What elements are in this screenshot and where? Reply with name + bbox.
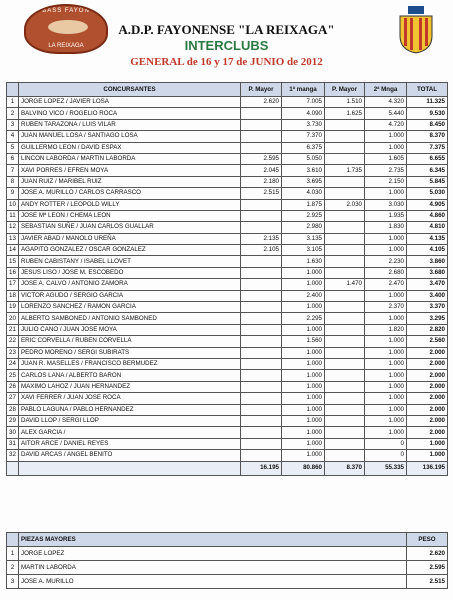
- pieza-mayor-2: [325, 222, 365, 233]
- row-number: 13: [7, 233, 19, 244]
- manga-1: 1.000: [282, 415, 325, 426]
- manga-2: 1.000: [365, 233, 407, 244]
- logo-top-text: BASS FAYON: [42, 8, 90, 14]
- manga-1: 1.000: [282, 450, 325, 461]
- pieza-mayor-2: 1.625: [325, 108, 365, 119]
- total: 6.655: [407, 153, 448, 164]
- pieza-mayor-2: [325, 302, 365, 313]
- competitor-names: JUAN MANUEL LOSA / SANTIAGO LOSA: [19, 131, 241, 142]
- row-number: 24: [7, 358, 19, 369]
- competitor-names: GUILLERMO LEON / DAVID ESPAX: [19, 142, 241, 153]
- manga-2: 1.830: [365, 222, 407, 233]
- row-number: 2: [7, 108, 19, 119]
- row-number: 6: [7, 153, 19, 164]
- table-row: [7, 165, 448, 176]
- manga-1: 3.730: [282, 119, 325, 130]
- table-row: [7, 450, 448, 461]
- pieza-mayor-1: [241, 370, 282, 381]
- table-body: [7, 97, 448, 462]
- row-number: 9: [7, 188, 19, 199]
- table-row: [7, 358, 448, 369]
- subtitle: GENERAL de 16 y 17 de JUNIO de 2012: [130, 56, 323, 68]
- total: 6.345: [407, 165, 448, 176]
- manga-2: 0: [365, 450, 407, 461]
- total: 4.810: [407, 222, 448, 233]
- manga-2: 2.230: [365, 256, 407, 267]
- table-row: [7, 302, 448, 313]
- competitor-names: JUAN R. MASELLES / FRANCISCO BERMUDEZ: [19, 358, 241, 369]
- competitor-names: BALVINO VICO / ROGELIO ROCA: [19, 108, 241, 119]
- piezas-title: PIEZAS MAYORES: [19, 533, 407, 547]
- piezas-mayores-table: [6, 532, 448, 589]
- table-row: [7, 142, 448, 153]
- manga-1: 1.000: [282, 324, 325, 335]
- pieza-mayor-2: [325, 450, 365, 461]
- manga-1: 3.695: [282, 176, 325, 187]
- pieza-mayor-2: [325, 245, 365, 256]
- manga-2: 1.605: [365, 153, 407, 164]
- table-row: [7, 210, 448, 221]
- piezas-row: [7, 561, 448, 575]
- total: 3.370: [407, 302, 448, 313]
- pieza-mayor-1: [241, 210, 282, 221]
- table-row: [7, 313, 448, 324]
- competitor-names: AITOR ARCE / DANIEL REYES: [19, 438, 241, 449]
- manga-1: 1.000: [282, 267, 325, 278]
- manga-1: 1.000: [282, 302, 325, 313]
- manga-2: 1.000: [365, 404, 407, 415]
- pieza-mayor-1: [241, 119, 282, 130]
- manga-2: 1.000: [365, 245, 407, 256]
- piezas-body: [7, 547, 448, 589]
- manga-2: 4.720: [365, 119, 407, 130]
- pieza-mayor-2: [325, 267, 365, 278]
- manga-2: 1.000: [365, 313, 407, 324]
- manga-2: 4.320: [365, 97, 407, 108]
- table-row: [7, 324, 448, 335]
- row-number: 23: [7, 347, 19, 358]
- pieza-mayor-1: 2.135: [241, 233, 282, 244]
- manga-2: 1.000: [365, 347, 407, 358]
- total: 11.325: [407, 97, 448, 108]
- total: 3.470: [407, 279, 448, 290]
- total: 3.860: [407, 256, 448, 267]
- pieza-mayor-2: 1.735: [325, 165, 365, 176]
- row-number: 1: [7, 97, 19, 108]
- manga-2: 2.370: [365, 302, 407, 313]
- manga-1: 3.610: [282, 165, 325, 176]
- table-row: [7, 279, 448, 290]
- manga-1: 3.105: [282, 245, 325, 256]
- competitor-names: MAXIMO LAHOZ / JUAN HERNANDEZ: [19, 381, 241, 392]
- table-row: [7, 199, 448, 210]
- pieza-mayor-2: [325, 427, 365, 438]
- competitor-names: RUBEN TARAZONA / LUIS VILAR: [19, 119, 241, 130]
- table-row: [7, 347, 448, 358]
- total: 2.820: [407, 324, 448, 335]
- table-row: [7, 97, 448, 108]
- total: 2.000: [407, 370, 448, 381]
- pieza-mayor-1: [241, 381, 282, 392]
- competitor-names: JORGE LOPEZ / JAVIER LOSA: [19, 97, 241, 108]
- manga-1: 7.005: [282, 97, 325, 108]
- pieza-mayor-1: [241, 450, 282, 461]
- row-number: 4: [7, 131, 19, 142]
- row-number: 10: [7, 199, 19, 210]
- manga-2: 2.680: [365, 267, 407, 278]
- total: 5.845: [407, 176, 448, 187]
- competitor-names: ERIC CORVELLA / RUBEN CORVELLA: [19, 336, 241, 347]
- pieza-mayor-1: [241, 336, 282, 347]
- total: 3.295: [407, 313, 448, 324]
- manga-2: 1.000: [365, 427, 407, 438]
- pieza-mayor-2: [325, 370, 365, 381]
- pieza-mayor-2: [325, 256, 365, 267]
- competitor-names: JUAN RUIZ / MARIBEL RUIZ: [19, 176, 241, 187]
- row-number: 2: [7, 561, 19, 575]
- row-number: 1: [7, 547, 19, 561]
- total: 2.000: [407, 415, 448, 426]
- total: 2.000: [407, 404, 448, 415]
- header-cell: [7, 83, 19, 97]
- competitor-names: SEBASTIAN SUÑE / JUAN CARLOS GUALLAR: [19, 222, 241, 233]
- header-cell: 1ª manga: [282, 83, 325, 97]
- pieza-mayor-1: [241, 302, 282, 313]
- row-number: 5: [7, 142, 19, 153]
- table-row: [7, 404, 448, 415]
- peso: 2.620: [407, 547, 448, 561]
- pieza-mayor-1: [241, 347, 282, 358]
- pieza-mayor-1: [241, 404, 282, 415]
- pieza-mayor-1: [241, 199, 282, 210]
- row-number: 11: [7, 210, 19, 221]
- pieza-mayor-1: 2.595: [241, 153, 282, 164]
- competitor-names: JESUS LISO / JOSE M. ESCOBEDO: [19, 267, 241, 278]
- row-number: 21: [7, 324, 19, 335]
- manga-1: 1.630: [282, 256, 325, 267]
- total: 2.000: [407, 381, 448, 392]
- row-number: 3: [7, 575, 19, 589]
- pieza-mayor-1: [241, 427, 282, 438]
- pieza-mayor-1: [241, 108, 282, 119]
- manga-2: 1.000: [365, 358, 407, 369]
- manga-1: 2.400: [282, 290, 325, 301]
- manga-1: 1.000: [282, 381, 325, 392]
- pieza-mayor-2: [325, 313, 365, 324]
- pieza-mayor-2: [325, 415, 365, 426]
- total: 1.000: [407, 438, 448, 449]
- header-cell: TOTAL: [407, 83, 448, 97]
- manga-1: 1.000: [282, 358, 325, 369]
- pieza-mayor-1: 2.180: [241, 176, 282, 187]
- manga-2: 1.000: [365, 336, 407, 347]
- competitor-names: AGAPITO GONZALEZ / OSCAR GONZALEZ: [19, 245, 241, 256]
- manga-2: 2.470: [365, 279, 407, 290]
- pieza-mayor-2: [325, 381, 365, 392]
- manga-1: 6.375: [282, 142, 325, 153]
- table-row: [7, 290, 448, 301]
- pieza-mayor-2: [325, 119, 365, 130]
- club-title: A.D.P. FAYONENSE "LA REIXAGA": [118, 22, 335, 37]
- manga-2: 1.000: [365, 290, 407, 301]
- total: 1.000: [407, 450, 448, 461]
- competitor-names: JOSE Mª LEON / CHEMA LEON: [19, 210, 241, 221]
- pieza-mayor-2: 1.470: [325, 279, 365, 290]
- competitor-names: XAVI FERRER / JUAN JOSE ROCA: [19, 393, 241, 404]
- manga-1: 2.295: [282, 313, 325, 324]
- angler-name: JORGE LOPEZ: [19, 547, 407, 561]
- pieza-mayor-1: [241, 279, 282, 290]
- pieza-mayor-2: [325, 188, 365, 199]
- competitor-names: PABLO LAGUNA / PABLO HERNANDEZ: [19, 404, 241, 415]
- row-number: 20: [7, 313, 19, 324]
- competitor-names: LORENZO SANCHEZ / RAMON GARCIA: [19, 302, 241, 313]
- pieza-mayor-1: [241, 415, 282, 426]
- competitor-names: DAVID LLOP / SERGI LLOP: [19, 415, 241, 426]
- table-header-row: [7, 83, 448, 97]
- pieza-mayor-2: [325, 176, 365, 187]
- table-row: [7, 131, 448, 142]
- total: 3.400: [407, 290, 448, 301]
- pieza-mayor-1: 2.105: [241, 245, 282, 256]
- angler-name: JOSE A. MURILLO: [19, 575, 407, 589]
- pieza-mayor-1: [241, 358, 282, 369]
- totals-spacer: [7, 461, 19, 475]
- piezas-header-row: [7, 533, 448, 547]
- pieza-mayor-2: [325, 131, 365, 142]
- pieza-mayor-2: [325, 290, 365, 301]
- table-row: [7, 336, 448, 347]
- header-cell: P. Mayor: [241, 83, 282, 97]
- row-number: 15: [7, 256, 19, 267]
- competitor-names: RUBEN CABISTANY / ISABEL LLOVET: [19, 256, 241, 267]
- manga-2: 1.000: [365, 381, 407, 392]
- pieza-mayor-2: [325, 358, 365, 369]
- table-row: [7, 233, 448, 244]
- table-row: [7, 415, 448, 426]
- peso: 2.515: [407, 575, 448, 589]
- total: 4.905: [407, 199, 448, 210]
- manga-1: 1.000: [282, 370, 325, 381]
- manga-2: 1.000: [365, 188, 407, 199]
- pieza-mayor-1: 2.620: [241, 97, 282, 108]
- manga-1: 4.030: [282, 188, 325, 199]
- pieza-mayor-2: [325, 142, 365, 153]
- competitor-names: PEDRO MORENO / SERGI SUBIRATS: [19, 347, 241, 358]
- total: 7.375: [407, 142, 448, 153]
- competitor-names: DAVID ARCAS / ANGEL BENITO: [19, 450, 241, 461]
- pieza-mayor-2: [325, 336, 365, 347]
- table-row: [7, 153, 448, 164]
- table-row: [7, 427, 448, 438]
- peso-label: PESO: [407, 533, 448, 547]
- table-row: [7, 222, 448, 233]
- manga-2: 3.030: [365, 199, 407, 210]
- pieza-mayor-1: [241, 142, 282, 153]
- manga-1: 4.090: [282, 108, 325, 119]
- pieza-mayor-2: [325, 438, 365, 449]
- table-row: [7, 370, 448, 381]
- row-number: 3: [7, 119, 19, 130]
- row-number: 26: [7, 381, 19, 392]
- total: 2.000: [407, 427, 448, 438]
- row-number: 29: [7, 415, 19, 426]
- table-row: [7, 176, 448, 187]
- pieza-mayor-2: 2.030: [325, 199, 365, 210]
- row-number: 19: [7, 302, 19, 313]
- manga-1: 2.980: [282, 222, 325, 233]
- manga-1: 1.000: [282, 427, 325, 438]
- manga-1: 1.000: [282, 404, 325, 415]
- total-pm2: 8.370: [325, 461, 365, 475]
- total-m1: 80.860: [282, 461, 325, 475]
- manga-2: 2.735: [365, 165, 407, 176]
- total: 4.105: [407, 245, 448, 256]
- pieza-mayor-1: [241, 290, 282, 301]
- pieza-mayor-1: [241, 393, 282, 404]
- manga-2: 1.000: [365, 131, 407, 142]
- row-number: 27: [7, 393, 19, 404]
- competitor-names: JULIO CANO / JUAN JOSE MOYA: [19, 324, 241, 335]
- manga-2: 0: [365, 438, 407, 449]
- row-number: 17: [7, 279, 19, 290]
- pieza-mayor-1: 2.045: [241, 165, 282, 176]
- header-cell: CONCURSANTES: [19, 83, 241, 97]
- total-m2: 55.335: [365, 461, 407, 475]
- table-row: [7, 267, 448, 278]
- manga-1: 7.370: [282, 131, 325, 142]
- row-number: 32: [7, 450, 19, 461]
- manga-1: 1.000: [282, 279, 325, 290]
- piezas-row: [7, 575, 448, 589]
- total-pm1: 16.195: [241, 461, 282, 475]
- pieza-mayor-2: [325, 404, 365, 415]
- logo-bottom-text: LA REIXAGA: [48, 43, 84, 49]
- total: 2.000: [407, 358, 448, 369]
- competitor-names: JAVIER ABAD / MANOLO UREÑA: [19, 233, 241, 244]
- manga-2: 1.935: [365, 210, 407, 221]
- pieza-mayor-1: [241, 131, 282, 142]
- competitor-names: XAVI PORRES / EFREN MOYA: [19, 165, 241, 176]
- table-row: [7, 119, 448, 130]
- manga-2: 5.440: [365, 108, 407, 119]
- total: 2.000: [407, 393, 448, 404]
- competitor-names: JOSE A. MURILLO / CARLOS CARRASCO: [19, 188, 241, 199]
- total: 2.560: [407, 336, 448, 347]
- manga-2: 1.000: [365, 370, 407, 381]
- pieza-mayor-1: [241, 267, 282, 278]
- manga-1: 2.925: [282, 210, 325, 221]
- total: 8.450: [407, 119, 448, 130]
- pieza-mayor-1: [241, 222, 282, 233]
- peso: 2.595: [407, 561, 448, 575]
- pieza-mayor-1: [241, 256, 282, 267]
- table-row: [7, 245, 448, 256]
- competitor-names: JOSE A. CALVO / ANTONIO ZAMORA: [19, 279, 241, 290]
- manga-2: 1.000: [365, 142, 407, 153]
- pieza-mayor-2: [325, 324, 365, 335]
- pieza-mayor-2: 1.510: [325, 97, 365, 108]
- manga-1: 1.000: [282, 393, 325, 404]
- row-number: 14: [7, 245, 19, 256]
- pieza-mayor-2: [325, 210, 365, 221]
- manga-2: 1.000: [365, 393, 407, 404]
- total: 9.530: [407, 108, 448, 119]
- total: 4.135: [407, 233, 448, 244]
- row-number: 30: [7, 427, 19, 438]
- manga-1: 1.560: [282, 336, 325, 347]
- competitor-names: ANDY ROTTER / LEOPOLD WILLY: [19, 199, 241, 210]
- angler-name: MARTIN LABORDA: [19, 561, 407, 575]
- pieza-mayor-1: [241, 324, 282, 335]
- row-number: 16: [7, 267, 19, 278]
- total: 4.860: [407, 210, 448, 221]
- table-row: [7, 108, 448, 119]
- pieza-mayor-2: [325, 393, 365, 404]
- table-row: [7, 188, 448, 199]
- row-number: 28: [7, 404, 19, 415]
- competitor-names: LINCON LABORDA / MARTIN LABORDA: [19, 153, 241, 164]
- total: 8.370: [407, 131, 448, 142]
- pieza-mayor-1: [241, 313, 282, 324]
- pieza-mayor-2: [325, 153, 365, 164]
- pieza-mayor-2: [325, 347, 365, 358]
- table-row: [7, 381, 448, 392]
- manga-1: 1.875: [282, 199, 325, 210]
- totals-row: [7, 461, 448, 475]
- header-cell: P. Mayor: [325, 83, 365, 97]
- row-number: 18: [7, 290, 19, 301]
- row-number: 31: [7, 438, 19, 449]
- competitor-names: CARLOS LANA / ALBERTO BARON: [19, 370, 241, 381]
- competitor-names: VICTOR AGUDO / SERGIO GARCIA: [19, 290, 241, 301]
- row-number: 12: [7, 222, 19, 233]
- total-total: 136.195: [407, 461, 448, 475]
- results-table: [6, 82, 448, 476]
- competitor-names: ALEX GARCIA /: [19, 427, 241, 438]
- table-row: [7, 256, 448, 267]
- manga-2: 2.150: [365, 176, 407, 187]
- header-cell: 2ª Mnga: [365, 83, 407, 97]
- pieza-mayor-1: [241, 438, 282, 449]
- manga-1: 3.135: [282, 233, 325, 244]
- competitor-names: ALBERTO SAMBONED / ANTONIO SAMBONED: [19, 313, 241, 324]
- total: 2.000: [407, 347, 448, 358]
- manga-1: 5.050: [282, 153, 325, 164]
- row-number: 8: [7, 176, 19, 187]
- row-number: 25: [7, 370, 19, 381]
- manga-1: 1.000: [282, 347, 325, 358]
- pieza-mayor-2: [325, 233, 365, 244]
- manga-2: 1.820: [365, 324, 407, 335]
- event-title: INTERCLUBS: [184, 38, 269, 53]
- piezas-spacer: [7, 533, 19, 547]
- total: 3.680: [407, 267, 448, 278]
- row-number: 7: [7, 165, 19, 176]
- piezas-row: [7, 547, 448, 561]
- manga-2: 1.000: [365, 415, 407, 426]
- totals-spacer: [19, 461, 241, 475]
- total: 5.030: [407, 188, 448, 199]
- manga-1: 1.000: [282, 438, 325, 449]
- table-row: [7, 393, 448, 404]
- pieza-mayor-1: 2.515: [241, 188, 282, 199]
- row-number: 22: [7, 336, 19, 347]
- table-row: [7, 438, 448, 449]
